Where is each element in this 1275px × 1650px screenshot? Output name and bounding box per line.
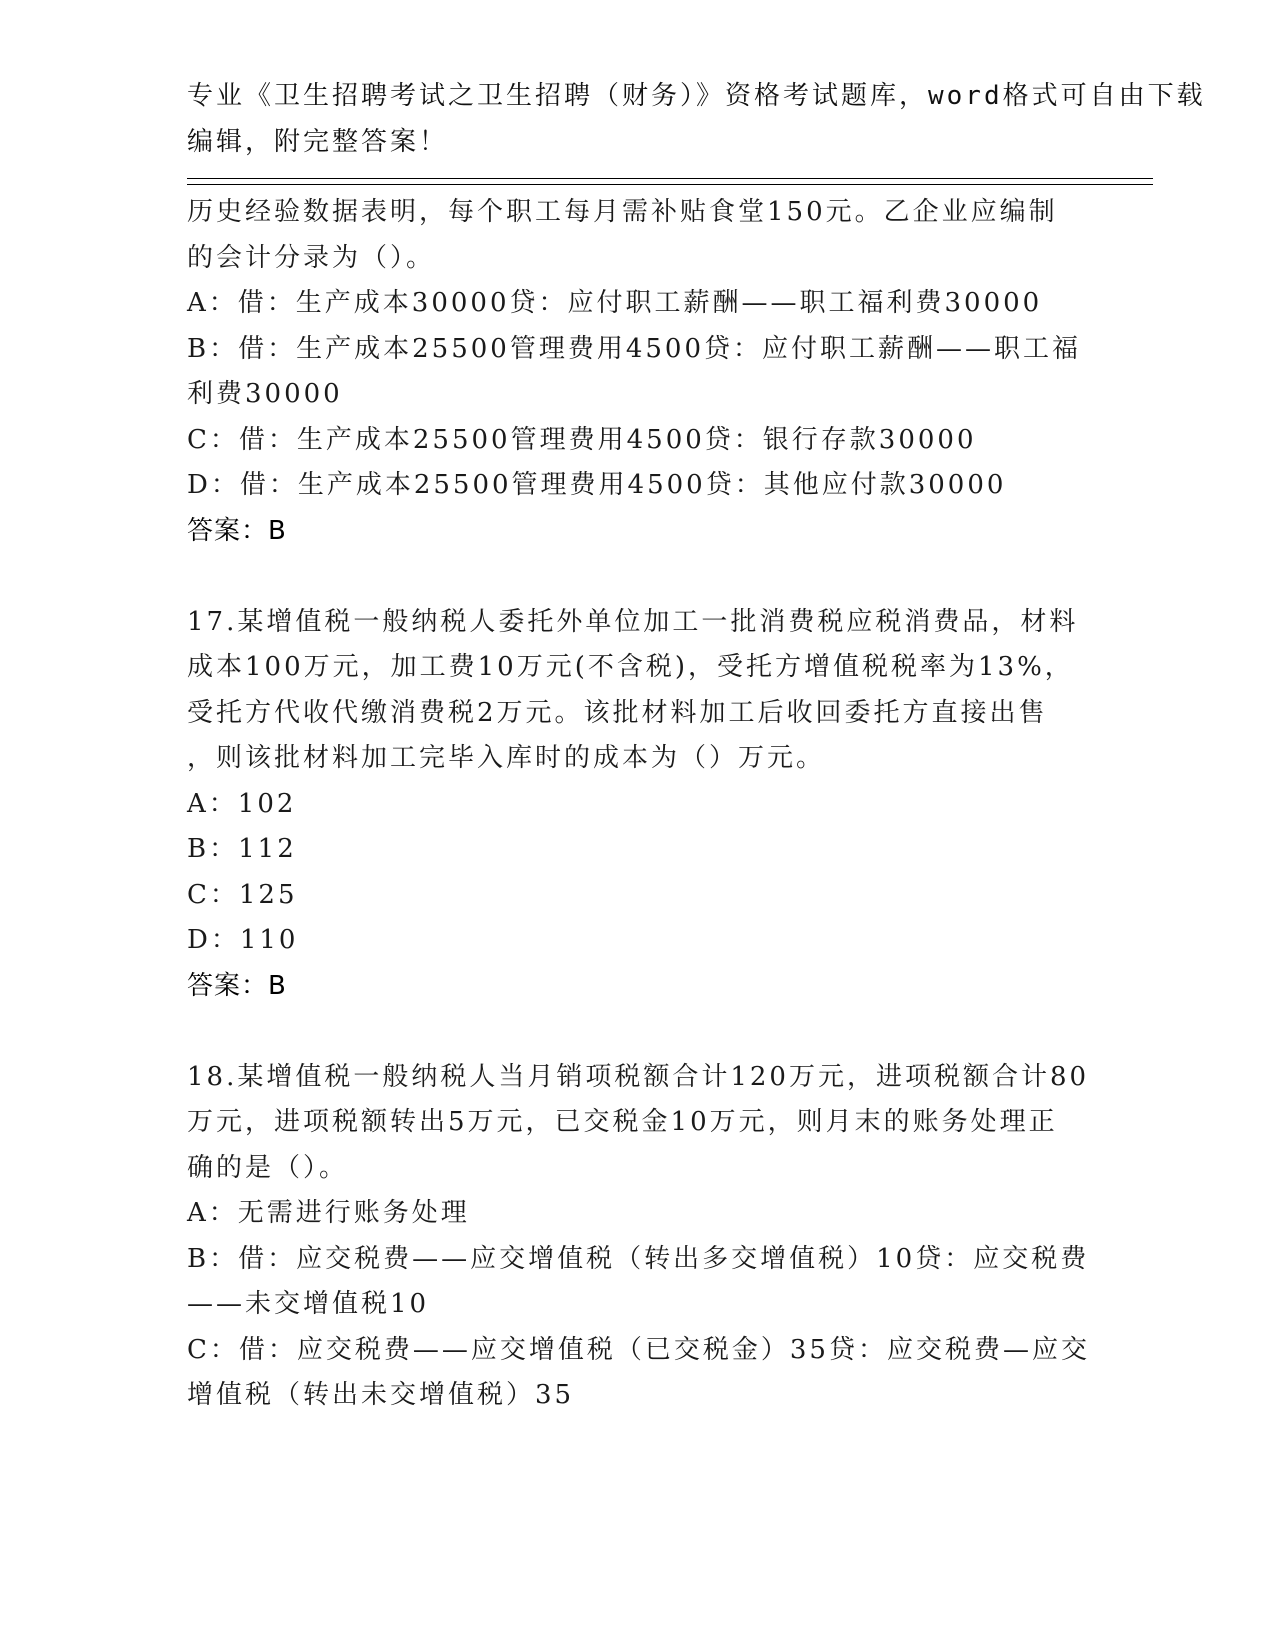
question-16: [187, 190, 1087, 554]
option-a: A：无需进行账务处理: [187, 1198, 470, 1228]
question-stem: 成本100万元，加工费10万元(不含税)，受托方增值税税率为13%，: [187, 652, 1074, 682]
option-b: ——未交增值税10: [187, 1289, 430, 1319]
question-stem: 的会计分录为（）。: [187, 242, 436, 273]
header-divider: [187, 178, 1153, 179]
question-stem: 17.某增值税一般纳税人委托外单位加工一批消费税应税消费品，材料: [187, 606, 1079, 637]
question-stem: 历史经验数据表明，每个职工每月需补贴食堂150元。乙企业应编制: [187, 197, 1058, 227]
option-b: B：112: [187, 834, 297, 864]
option-d: D：110: [187, 925, 299, 955]
spacer: [187, 1009, 1087, 1055]
answer-label: 答案：B: [187, 970, 287, 1001]
question-stem: 万元，进项税额转出5万元，已交税金10万元，则月末的账务处理正: [187, 1107, 1058, 1137]
answer-label: 答案：B: [187, 515, 287, 546]
question-stem: 确的是（）。: [187, 1152, 349, 1183]
question-list: [187, 190, 1090, 1419]
option-b: B：借：应交税费——应交增值税（转出多交增值税）10贷：应交税费: [187, 1243, 1090, 1274]
header-line: 编辑，附完整答案！: [187, 126, 449, 157]
option-a: A：借：生产成本30000贷：应付职工薪酬——职工福利费30000: [187, 288, 1043, 318]
header-line: 专业《卫生招聘考试之卫生招聘（财务）》资格考试题库，word格式可自由下载: [187, 81, 1206, 111]
option-d: D：借：生产成本25500管理费用4500贷：其他应付款30000: [187, 470, 1007, 500]
option-a: A：102: [187, 788, 297, 819]
question-stem: 受托方代收代缴消费税2万元。该批材料加工后收回委托方直接出售: [187, 697, 1048, 728]
option-c: C：借：应交税费——应交增值税（已交税金）35贷：应交税费—应交: [187, 1334, 1090, 1365]
spacer: [187, 554, 1087, 600]
question-17: [187, 600, 1087, 1010]
question-18: [187, 1055, 1090, 1419]
question-stem: ，则该批材料加工完毕入库时的成本为（）万元。: [187, 743, 826, 773]
option-b: 利费30000: [187, 379, 343, 409]
option-c: C：借：生产成本25500管理费用4500贷：银行存款30000: [187, 424, 977, 455]
question-stem: 18.某增值税一般纳税人当月销项税额合计120万元，进项税额合计80: [187, 1061, 1090, 1092]
option-c: 增值税（转出未交增值税）35: [187, 1380, 575, 1410]
header-divider: [187, 184, 1153, 185]
document-header: [187, 74, 1206, 165]
option-c: C：125: [187, 879, 298, 910]
option-b: B：借：生产成本25500管理费用4500贷：应付职工薪酬——职工福: [187, 333, 1081, 364]
